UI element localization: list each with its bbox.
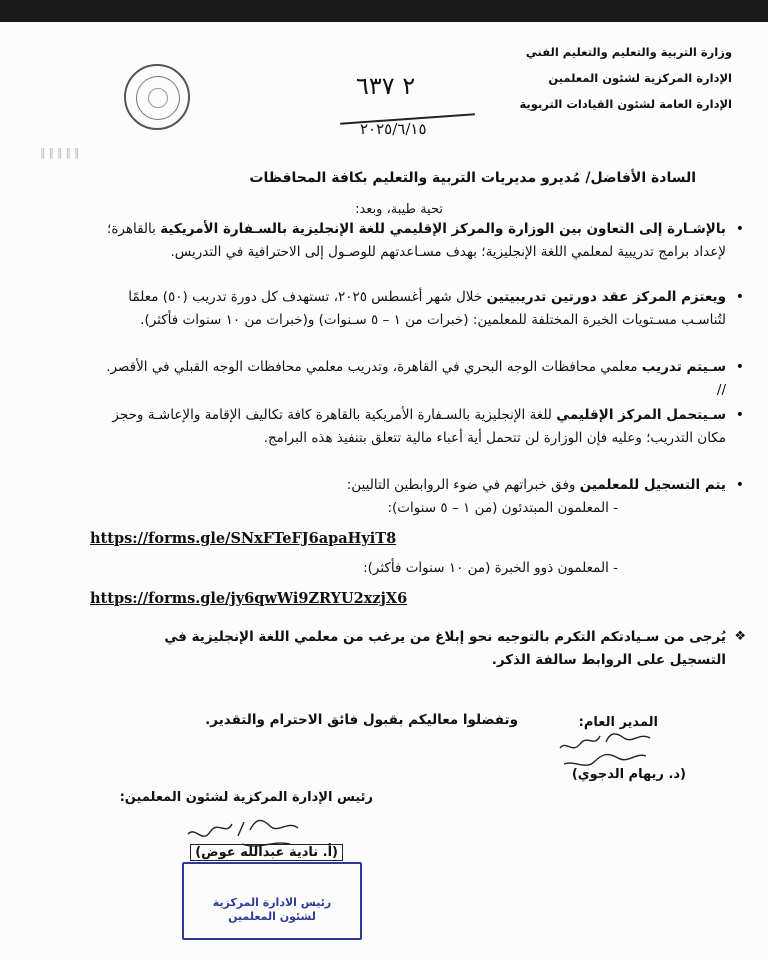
bullet-text: بالقاهرة؛ لإعداد برامج تدريبية لمعلمي اللغة الإنجليزية؛ بهدف مسـاعدتهم للوصـول إلى الاحترافية في التدريس. bbox=[107, 221, 726, 260]
request-paragraph bbox=[106, 626, 746, 671]
bullet-dot-icon: • bbox=[735, 289, 744, 305]
director-general-name: (د. ريهام الدجوي) bbox=[571, 767, 686, 782]
head-central-administration-title: رئيس الإدارة المركزية لشئون المعلمين: bbox=[119, 790, 373, 805]
bullet-dot-icon: • bbox=[735, 359, 744, 375]
request-text: يُرجى من سـيادتكم التكرم بالتوجيه نحو إبلاغ من يرغب من معلمي اللغة الإنجليزية في التسجيل على الروابط سالفة الذكر. bbox=[164, 629, 726, 668]
bullet-text: للغة الإنجليزية بالسـفارة الأمريكية بالقاهرة كافة تكاليف الإقامة والإعاشـة وحجز مكان التدريب؛ وعليه فإن الوزارة لن تتحمل أية أعباء مالية تتعلق بتنفيذ هذه البرامج. bbox=[112, 407, 726, 446]
bullet-training-courses bbox=[102, 286, 744, 331]
bullet-cooperation bbox=[102, 218, 744, 263]
faint-mark: ‖‖‖‖‖ bbox=[40, 146, 83, 159]
ministry-seal-icon bbox=[124, 64, 190, 130]
bullet-dot-icon: • bbox=[735, 221, 744, 237]
reference-number: ٢ ٦٣٧ bbox=[356, 72, 416, 100]
greeting: تحية طيبة، وبعد: bbox=[355, 202, 443, 217]
salutation: السادة الأفاضل/ مُديرو مديريات التربية والتعليم بكافة المحافظات bbox=[249, 170, 696, 186]
bullet-lead: سـيتحمل المركز الإقليمي bbox=[556, 407, 726, 423]
bullet-training-locations bbox=[102, 356, 744, 401]
document-page bbox=[0, 22, 768, 960]
head-central-administration-name: (أ. نادية عبدالله عوض) bbox=[190, 844, 343, 861]
bullet-dot-icon: • bbox=[735, 407, 744, 423]
closing-text: وتفضلوا معاليكم بقبول فائق الاحترام والتقدير. bbox=[205, 712, 518, 728]
bullet-registration bbox=[102, 474, 744, 497]
stamp-line: رئيس الادارة المركزية bbox=[212, 896, 332, 909]
bullet-lead: بالإشـارة إلى التعاون بين الوزارة والمركز الإقليمي للغة الإنجليزية بالسـفارة الأمريكية bbox=[160, 221, 726, 237]
bullet-text: خلال شهر أغسطس ٢٠٢٥، تستهدف كل دورة تدريب (٥٠) معلمًا لتُناسـب مسـتويات الخبرة المختلفة للمعلمين: (خبرات من ١ – ٥ سـنوات) و(خبرات من ١٠ سنوات فأكثر). bbox=[128, 289, 726, 328]
beginners-registration-link[interactable]: https://forms.gle/SNxFTeFJ6apaHyiT8 bbox=[90, 530, 397, 547]
director-signature-icon bbox=[550, 730, 660, 772]
ministry-name: وزارة التربية والتعليم والتعليم الفني bbox=[525, 45, 732, 59]
diamond-bullet-icon: ❖ bbox=[734, 629, 746, 644]
bullet-costs bbox=[102, 404, 744, 449]
bullet-lead: ويعتزم المركز عقد دورتين تدريبيتين bbox=[486, 289, 726, 305]
bullet-dot-icon: • bbox=[735, 477, 744, 493]
bullet-lead: يتم التسجيل للمعلمين bbox=[579, 477, 726, 493]
top-bar bbox=[0, 0, 768, 22]
central-administration: الإدارة المركزية لشئون المعلمين bbox=[548, 71, 732, 85]
reference-date: ٢٠٢٥/٦/١٥ bbox=[360, 120, 427, 138]
general-administration: الإدارة العامة لشئون القيادات التربوية bbox=[519, 97, 732, 111]
official-stamp bbox=[182, 862, 362, 940]
experienced-registration-link[interactable]: https://forms.gle/jy6qwWi9ZRYU2xzjX6 bbox=[90, 590, 408, 607]
director-general-title: المدير العام: bbox=[578, 715, 658, 730]
bullet-lead: سـيتم تدريب bbox=[641, 359, 726, 375]
experienced-label: - المعلمون ذوو الخبرة (من ١٠ سنوات فأكثر): bbox=[363, 560, 618, 576]
stamp-line: لشئون المعلمين bbox=[228, 910, 316, 923]
bullet-text: وفق خبراتهم في ضوء الروابطين التاليين: bbox=[346, 477, 580, 493]
bullet-text: معلمي محافظات الوجه البحري في القاهرة، وتدريب معلمي محافظات الوجه القبلي في الأقصر. // bbox=[106, 359, 726, 398]
beginners-label: - المعلمون المبتدئون (من ١ – ٥ سنوات): bbox=[387, 500, 618, 516]
